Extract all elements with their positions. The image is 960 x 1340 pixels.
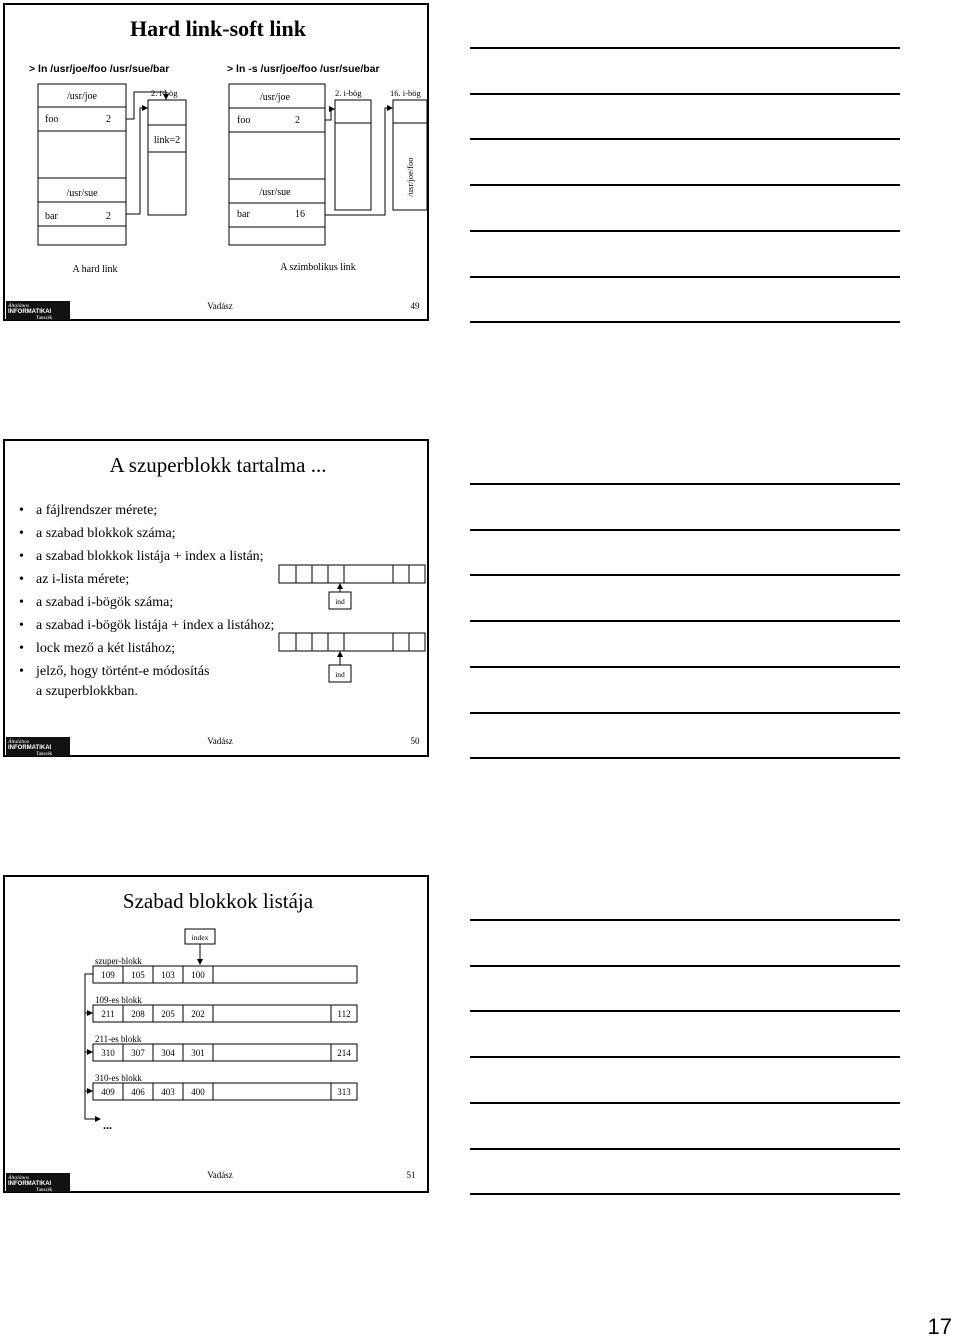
footer-page: 51 xyxy=(406,1170,416,1180)
page-number: 17 xyxy=(927,1314,952,1339)
slide-hard-soft-link xyxy=(3,3,429,321)
hard-inode-label: 2. i-bög xyxy=(151,88,178,98)
svg-text:•: • xyxy=(19,572,24,587)
soft-inode2-label: 2. i-bög xyxy=(335,88,362,98)
slide-title: Hard link-soft link xyxy=(129,16,307,41)
logo-line3: Tanszék xyxy=(36,1188,53,1193)
block-cell: 205 xyxy=(161,1009,175,1019)
logo-line3: Tanszék xyxy=(36,752,53,757)
block-cell: 403 xyxy=(161,1087,175,1097)
block-cell-last: 214 xyxy=(337,1048,351,1058)
logo-line1: Általános xyxy=(8,303,30,309)
hard-inode-text: link=2 xyxy=(153,135,181,146)
hard-row1-name: foo xyxy=(45,114,59,125)
hard-link-command: > ln /usr/joe/foo /usr/sue/bar xyxy=(29,63,170,75)
soft-caption: A szimbolikus link xyxy=(280,262,356,273)
hard-row2-num: 2 xyxy=(106,211,111,222)
footer-author: Vadász xyxy=(207,1170,233,1180)
svg-text:•: • xyxy=(19,549,24,564)
logo-line3: Tanszék xyxy=(36,316,53,321)
footer-page: 49 xyxy=(410,301,420,311)
svg-text:•: • xyxy=(19,641,24,656)
logo-line2: INFORMATIKAI xyxy=(8,309,52,315)
hard-dir2-label: /usr/sue xyxy=(66,188,98,199)
svg-text:•: • xyxy=(19,526,24,541)
slide-title: Szabad blokkok listája xyxy=(122,889,314,913)
block-label: szuper-blokk xyxy=(95,956,142,966)
svg-text:•: • xyxy=(19,618,24,633)
block-109 xyxy=(93,995,357,1022)
soft-dir1-label: /usr/joe xyxy=(260,92,290,103)
block-cell: 202 xyxy=(191,1009,205,1019)
free-list-cells-upper xyxy=(279,565,425,609)
block-cell-last: 313 xyxy=(337,1087,351,1097)
block-cell: 103 xyxy=(161,970,175,980)
footer-author: Vadász xyxy=(207,736,233,746)
footer-page: 50 xyxy=(410,736,420,746)
block-cell: 307 xyxy=(131,1048,145,1058)
footer-author: Vadász xyxy=(207,301,233,311)
soft-row1-name: foo xyxy=(237,115,251,126)
hard-caption: A hard link xyxy=(72,264,118,275)
logo-line1: Általános xyxy=(8,1175,30,1181)
soft-inode16-label: 16. i-bög xyxy=(390,88,421,98)
index-label: index xyxy=(191,933,209,942)
block-cell: 109 xyxy=(101,970,115,980)
soft-dir-table xyxy=(229,84,325,245)
department-logo xyxy=(6,301,70,320)
block-label: 211-es blokk xyxy=(95,1034,142,1044)
block-cell: 406 xyxy=(131,1087,145,1097)
block-cell: 409 xyxy=(101,1087,115,1097)
soft-arrow-foo xyxy=(325,109,334,120)
block-cell: 400 xyxy=(191,1087,205,1097)
svg-text:•: • xyxy=(19,503,24,518)
block-label: 310-es blokk xyxy=(95,1073,142,1083)
free-block-list-diagram xyxy=(5,877,431,1195)
svg-text:•: • xyxy=(19,664,24,679)
index-label-upper: ind xyxy=(335,597,345,606)
bullet-item: lock mező a két listához; xyxy=(36,641,176,656)
logo-line1: Általános xyxy=(8,739,30,745)
superblock-slide-content xyxy=(5,441,431,759)
department-logo xyxy=(6,737,70,756)
svg-text:•: • xyxy=(19,595,24,610)
logo-line2: INFORMATIKAI xyxy=(8,1181,52,1187)
soft-inode2-box xyxy=(335,100,371,210)
soft-inode16-text: /usr/joe/foo xyxy=(405,157,415,197)
hard-dir1-label: /usr/joe xyxy=(67,91,97,102)
hard-soft-link-diagram xyxy=(5,5,431,323)
slide-title: A szuperblokk tartalma ... xyxy=(109,453,327,477)
hard-row1-num: 2 xyxy=(106,114,111,125)
block-310 xyxy=(93,1073,357,1100)
soft-row1-num: 2 xyxy=(295,115,300,126)
hard-row2-name: bar xyxy=(45,211,58,222)
block-cell: 105 xyxy=(131,970,145,980)
hard-arrow-bar xyxy=(126,108,147,214)
bullet-item: jelző, hogy történt-e módosítás xyxy=(36,664,210,679)
slide-free-block-list xyxy=(3,875,429,1193)
soft-row2-num: 16 xyxy=(295,209,305,220)
block-cell: 100 xyxy=(191,970,205,980)
block-cell-last: 112 xyxy=(337,1009,351,1019)
block-cell: 301 xyxy=(191,1048,205,1058)
bullet-item: a fájlrendszer mérete; xyxy=(36,503,158,518)
bullet-item: a szabad blokkok száma; xyxy=(36,526,176,541)
bullet-item: az i-lista mérete; xyxy=(36,572,130,587)
block-cell: 304 xyxy=(161,1048,175,1058)
bullet-item: a szabad i-bögök száma; xyxy=(36,595,174,610)
block-cell: 208 xyxy=(131,1009,145,1019)
soft-link-command: > ln -s /usr/joe/foo /usr/sue/bar xyxy=(227,63,380,75)
block-211 xyxy=(93,1034,357,1061)
logo-line2: INFORMATIKAI xyxy=(8,745,52,751)
free-list-cells-lower xyxy=(279,633,425,682)
soft-row2-name: bar xyxy=(237,209,250,220)
slide-superblock xyxy=(3,439,429,757)
block-label: 109-es blokk xyxy=(95,995,142,1005)
ellipsis: ... xyxy=(103,1118,112,1132)
block-cell: 211 xyxy=(101,1009,115,1019)
bullet-list xyxy=(19,503,274,699)
index-label-lower: ind xyxy=(335,670,345,679)
bullet-item: a szabad blokkok listája + index a listán; xyxy=(36,549,264,564)
soft-dir2-label: /usr/sue xyxy=(259,187,291,198)
bullet-item: a szabad i-bögök listája + index a listához; xyxy=(36,618,275,633)
block-cell: 310 xyxy=(101,1048,115,1058)
department-logo xyxy=(6,1173,70,1192)
bullet-item-continuation: a szuperblokkban. xyxy=(36,684,138,699)
block-superblock xyxy=(93,956,357,983)
hard-inode-box xyxy=(148,100,186,215)
